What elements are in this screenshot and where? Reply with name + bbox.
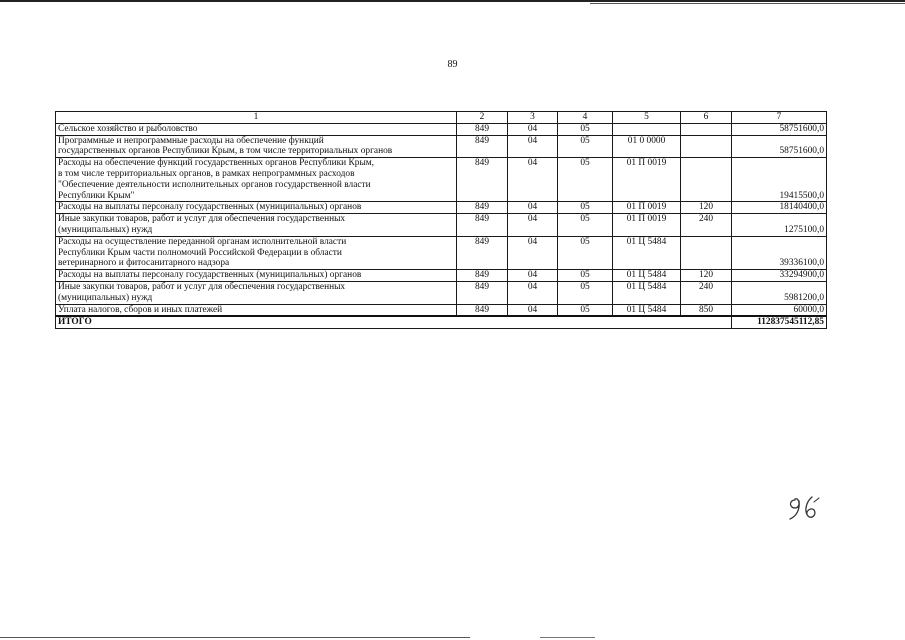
- row-code-cell-c5: 01 Ц 5484: [613, 236, 681, 269]
- row-code-cell-c6: [681, 158, 732, 202]
- row-name-cell: [56, 281, 457, 304]
- row-amount-cell: 1275100,0: [732, 214, 827, 237]
- row-code-cell-c4: 05: [558, 281, 613, 304]
- row-code-cell-c4: 05: [558, 236, 613, 269]
- budget-table: [55, 111, 827, 329]
- row-code-cell-c6: [681, 236, 732, 269]
- row-name-cell: [56, 123, 457, 135]
- row-code-cell-c2: 849: [457, 236, 508, 269]
- header-cell: 2: [457, 112, 508, 124]
- total-amount: 112837545112,85: [732, 316, 827, 328]
- row-code-cell-c3: 04: [508, 135, 558, 158]
- table-row: [56, 214, 827, 237]
- row-code-cell-c4: 05: [558, 202, 613, 214]
- row-amount-cell: 33294900,0: [732, 270, 827, 282]
- row-amount-cell: 60000,0: [732, 304, 827, 316]
- row-name-line: "Обеспечение деятельности исполнительных органов государственной власти: [58, 179, 371, 190]
- row-name-line: ветеринарного и фитосанитарного надзора: [58, 258, 230, 269]
- handwritten-page-mark: [786, 494, 826, 522]
- row-code-cell-c5: 01 П 0019: [613, 202, 681, 214]
- total-label: ИТОГО: [56, 316, 732, 328]
- row-code-cell-c6: [681, 135, 732, 158]
- row-code-cell-c4: 05: [558, 214, 613, 237]
- header-cell: 4: [558, 112, 613, 124]
- row-name-line: Республики Крым части полномочий Российской Федерации в области: [58, 247, 342, 258]
- row-code-cell-c3: 04: [508, 158, 558, 202]
- row-name-line: Иные закупки товаров, работ и услуг для обеспечения государственных: [58, 214, 346, 225]
- row-name-line: (муниципальных) нужд: [58, 292, 153, 303]
- row-code-cell-c2: 849: [457, 304, 508, 316]
- row-code-cell-c3: 04: [508, 202, 558, 214]
- row-code-cell-c4: 05: [558, 304, 613, 316]
- row-name-line: Уплата налогов, сборов и иных платежей: [58, 304, 223, 315]
- row-code-cell-c3: 04: [508, 236, 558, 269]
- row-name-line: Республики Крым": [58, 190, 135, 201]
- row-amount-cell: 19415500,0: [732, 158, 827, 202]
- scan-edge-bottom-right: [540, 637, 595, 638]
- row-code-cell-c2: 849: [457, 281, 508, 304]
- row-code-cell-c2: 849: [457, 214, 508, 237]
- row-name-line: Иные закупки товаров, работ и услуг для обеспечения государственных: [58, 281, 346, 292]
- table-row: [56, 236, 827, 269]
- row-name-line: Сельское хозяйство и рыболовство: [58, 123, 198, 134]
- row-code-cell-c6: 120: [681, 202, 732, 214]
- table-row: [56, 135, 827, 158]
- row-code-cell-c5: 01 П 0019: [613, 158, 681, 202]
- row-code-cell-c6: 850: [681, 304, 732, 316]
- row-amount-cell: 39336100,0: [732, 236, 827, 269]
- row-code-cell-c3: 04: [508, 123, 558, 135]
- row-code-cell-c3: 04: [508, 304, 558, 316]
- row-code-cell-c5: 01 0 0000: [613, 135, 681, 158]
- row-name-line: Расходы на выплаты персоналу государственных (муниципальных) органов: [58, 202, 362, 213]
- row-amount-cell: 58751600,0: [732, 123, 827, 135]
- row-name-cell: [56, 304, 457, 316]
- row-name-line: Расходы на обеспечение функций государственных органов Республики Крым,: [58, 158, 375, 169]
- row-name-line: Расходы на выплаты персоналу государственных (муниципальных) органов: [58, 270, 362, 281]
- row-code-cell-c3: 04: [508, 281, 558, 304]
- header-cell: 5: [613, 112, 681, 124]
- row-name-line: (муниципальных) нужд: [58, 224, 153, 235]
- row-code-cell-c5: 01 Ц 5484: [613, 270, 681, 282]
- row-code-cell-c6: 120: [681, 270, 732, 282]
- row-name-line: Программные и непрограммные расходы на обеспечение функций: [58, 135, 324, 146]
- row-code-cell-c3: 04: [508, 214, 558, 237]
- header-cell: 1: [56, 112, 457, 124]
- row-amount-cell: 18140400,0: [732, 202, 827, 214]
- row-code-cell-c5: 01 Ц 5484: [613, 281, 681, 304]
- row-code-cell-c2: 849: [457, 123, 508, 135]
- row-amount-cell: 58751600,0: [732, 135, 827, 158]
- row-name-cell: [56, 270, 457, 282]
- table-row: [56, 270, 827, 282]
- header-cell: 3: [508, 112, 558, 124]
- row-name-line: государственных органов Республики Крым, в том числе территориальных органов: [58, 146, 393, 157]
- row-code-cell-c2: 849: [457, 158, 508, 202]
- table-row: [56, 123, 827, 135]
- row-code-cell-c5: 01 Ц 5484: [613, 304, 681, 316]
- header-cell: 7: [732, 112, 827, 124]
- row-code-cell-c6: [681, 123, 732, 135]
- row-code-cell-c4: 05: [558, 123, 613, 135]
- page-number: 89: [447, 59, 458, 70]
- row-name-cell: [56, 214, 457, 237]
- row-name-cell: [56, 135, 457, 158]
- row-code-cell-c2: 849: [457, 135, 508, 158]
- total-row: [56, 316, 827, 328]
- row-code-cell-c4: 05: [558, 158, 613, 202]
- row-name-cell: [56, 236, 457, 269]
- row-code-cell-c6: 240: [681, 214, 732, 237]
- row-code-cell-c2: 849: [457, 202, 508, 214]
- row-amount-cell: 5981200,0: [732, 281, 827, 304]
- table-row: [56, 158, 827, 202]
- row-code-cell-c4: 05: [558, 135, 613, 158]
- row-code-cell-c4: 05: [558, 270, 613, 282]
- table-row: [56, 202, 827, 214]
- scan-edge-top: [0, 0, 905, 2]
- scan-edge-top-right: [590, 3, 905, 4]
- row-code-cell-c5: 01 П 0019: [613, 214, 681, 237]
- header-cell: 6: [681, 112, 732, 124]
- scan-edge-bottom: [0, 637, 470, 638]
- row-code-cell-c3: 04: [508, 270, 558, 282]
- row-name-line: Расходы на осуществление переданной органам исполнительной власти: [58, 236, 347, 247]
- row-name-cell: [56, 202, 457, 214]
- table-header-row: [56, 112, 827, 124]
- budget-table-body: [56, 112, 827, 329]
- row-code-cell-c2: 849: [457, 270, 508, 282]
- row-code-cell-c6: 240: [681, 281, 732, 304]
- table-row: [56, 281, 827, 304]
- row-name-cell: [56, 158, 457, 202]
- row-name-line: в том числе территориальных органов, в рамках непрограммных расходов: [58, 168, 355, 179]
- row-code-cell-c5: [613, 123, 681, 135]
- table-row: [56, 304, 827, 316]
